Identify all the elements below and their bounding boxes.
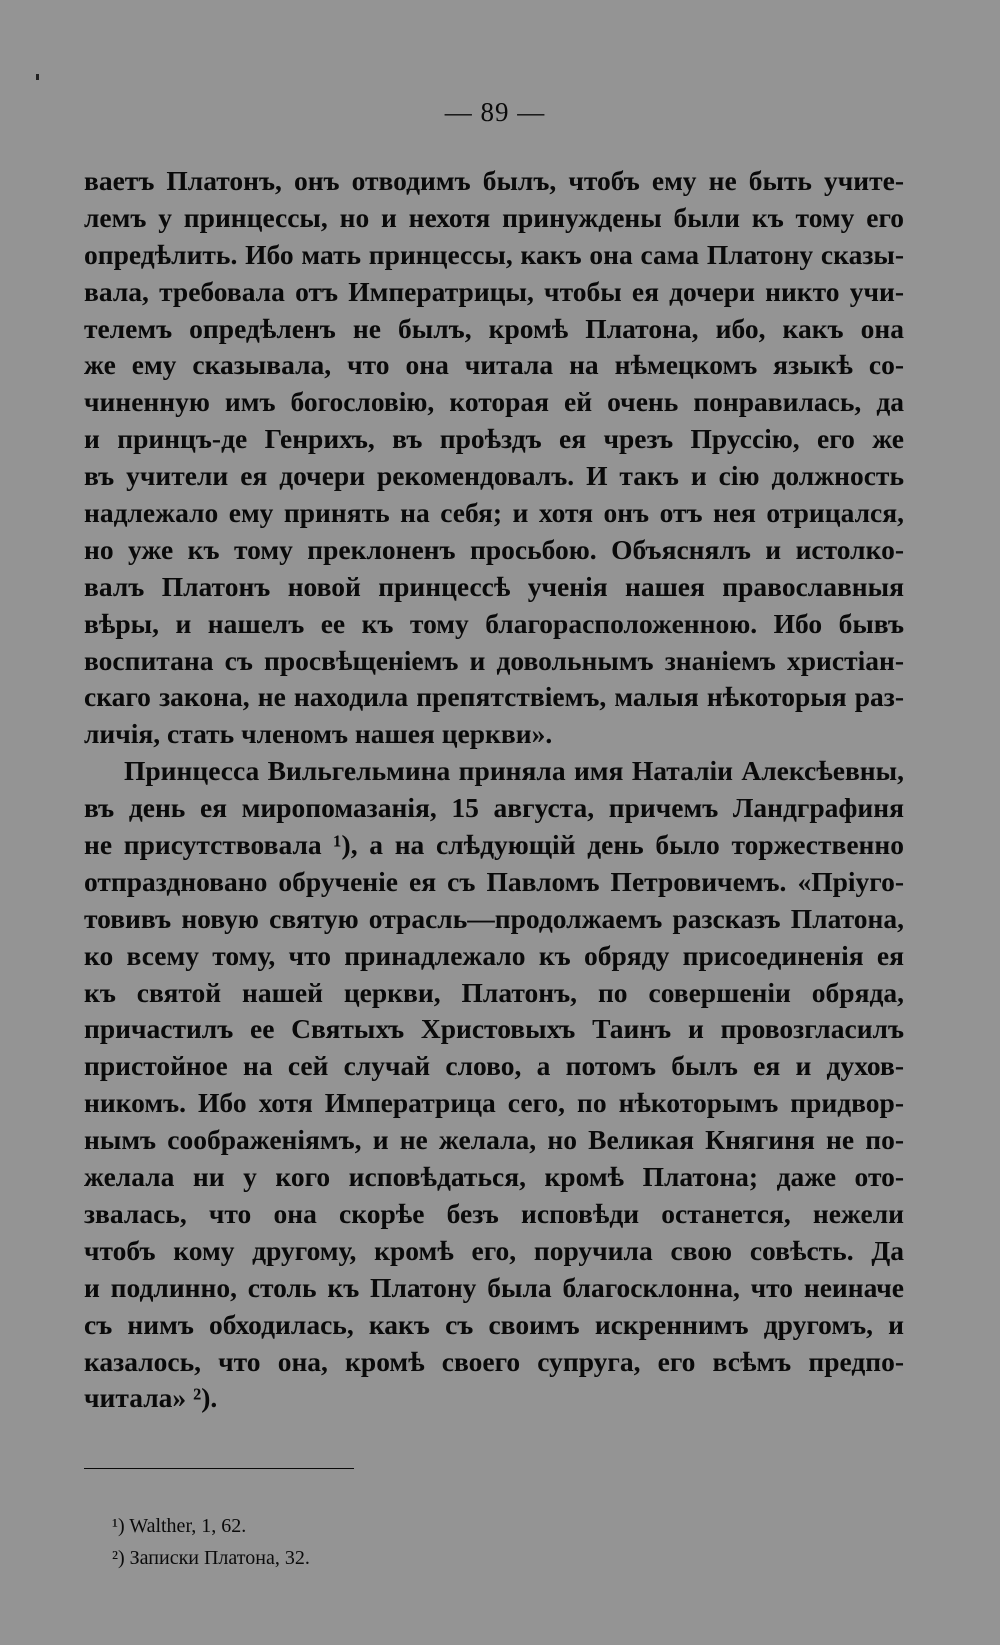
page-number: — 89 —: [444, 97, 546, 127]
text-line: пристойное на сей случай слово, а потомъ былъ ея и духов-: [84, 1050, 904, 1082]
text-line: Принцесса Вильгельмина приняла имя Наталіи Алексѣевны,: [124, 755, 904, 787]
text-line: читала» ²).: [84, 1382, 218, 1414]
text-line: не присутствовала ¹), а на слѣдующій день было торжественно: [84, 829, 904, 861]
text-line: въ день ея миропомазанія, 15 августа, причемъ Ландграфиня: [84, 792, 904, 824]
body-text: [84, 163, 904, 1417]
footnote-divider: [84, 1468, 354, 1469]
text-line: ко всему тому, что принадлежало къ обряду присоединенія ея: [84, 939, 904, 971]
text-line: лемъ у принцессы, но и нехотя принуждены были къ тому его: [84, 201, 904, 233]
text-line: нымъ соображеніямъ, и не желала, но Великая Княгиня не по-: [84, 1124, 904, 1156]
text-line: звалась, что она скорѣе безъ исповѣди останется, нежели: [84, 1197, 904, 1229]
text-line: товивъ новую святую отрасль—продолжаемъ разсказъ Платона,: [84, 902, 904, 934]
text-line: но уже къ тому преклоненъ просьбою. Объяснялъ и истолко-: [84, 533, 904, 565]
text-line: въ учители ея дочери рекомендовалъ. И такъ и сію должность: [84, 460, 904, 492]
text-line: вѣры, и нашелъ ее къ тому благорасположенною. Ибо бывъ: [84, 607, 904, 639]
text-line: телемъ опредѣленъ не былъ, кромѣ Платона, ибо, какъ она: [84, 312, 904, 344]
text-line: воспитана съ просвѣщеніемъ и довольнымъ знаніемъ христіан-: [84, 644, 904, 676]
footnotes: [112, 1510, 310, 1574]
text-line: чиненную имъ богословію, которая ей очень понравилась, да: [84, 386, 904, 418]
text-line: надлежало ему принять на себя; и хотя онъ отъ нея отрицался,: [84, 497, 904, 529]
text-line: и подлинно, столь къ Платону была благосклонна, что неиначе: [84, 1271, 904, 1303]
text-line: желала ни у кого исповѣдаться, кромѣ Платона; даже ото-: [84, 1161, 904, 1193]
text-line: же ему сказывала, что она читала на нѣмецкомъ языкѣ со-: [84, 349, 904, 381]
text-line: къ святой нашей церкви, Платонъ, по совершеніи обряда,: [84, 976, 904, 1008]
text-line: чтобъ кому другому, кромѣ его, поручила свою совѣсть. Да: [84, 1234, 904, 1266]
text-line: и принцъ-де Генрихъ, въ проѣздъ ея чрезъ Пруссію, его же: [84, 423, 904, 455]
text-line: вала, требовала отъ Императрицы, чтобы ея дочери никто учи-: [84, 275, 904, 307]
text-line: валъ Платонъ новой принцессѣ ученія нашея православныя: [84, 570, 904, 602]
text-line: личія, стать членомъ нашея церкви».: [84, 718, 553, 750]
text-line: никомъ. Ибо хотя Императрица сего, по нѣкоторымъ придвор-: [84, 1087, 904, 1119]
text-line: скаго закона, не находила препятствіемъ, малыя нѣкоторыя раз-: [84, 681, 904, 713]
text-line: отпраздновано обрученіе ея съ Павломъ Петровичемъ. «Пріуго-: [84, 865, 904, 897]
scan-speck: [36, 74, 39, 80]
text-line: опредѣлить. Ибо мать принцессы, какъ она сама Платону сказы-: [84, 238, 904, 270]
text-line: ваетъ Платонъ, онъ отводимъ былъ, чтобъ ему не быть учите-: [84, 165, 904, 196]
text-line: причастилъ ее Святыхъ Христовыхъ Таинъ и провозгласилъ: [84, 1013, 904, 1045]
footnote-item: ¹) Walther, 1, 62.: [112, 1515, 247, 1537]
text-line: казалось, что она, кромѣ своего супруга, его всѣмъ предпо-: [84, 1345, 904, 1377]
text-line: съ нимъ обходилась, какъ съ своимъ искреннимъ другомъ, и: [84, 1308, 904, 1340]
footnote-item: ²) Записки Платона, 32.: [112, 1547, 310, 1569]
